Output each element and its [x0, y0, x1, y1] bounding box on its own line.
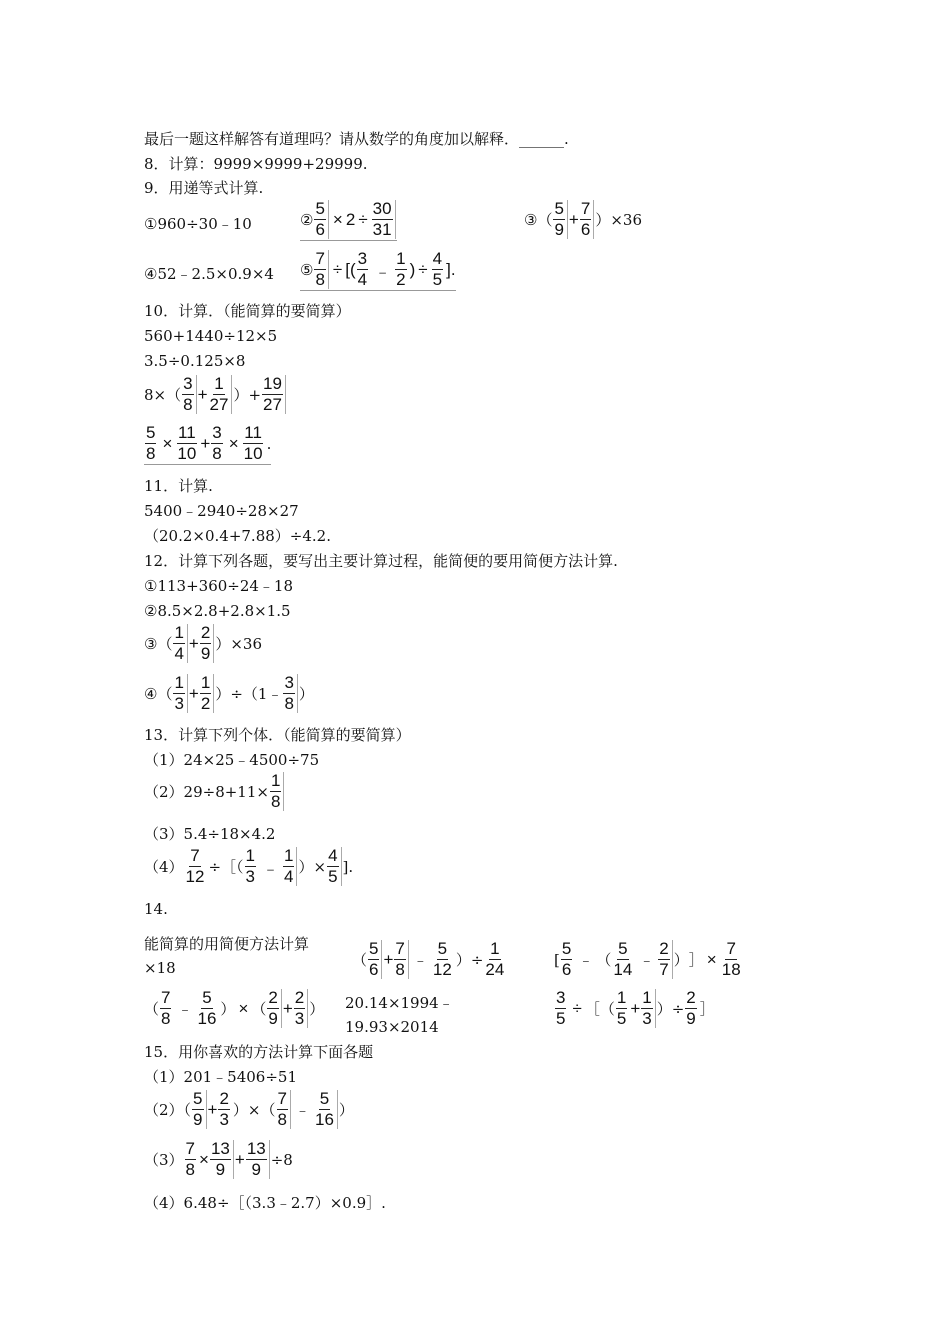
fraction — [395, 250, 408, 289]
numerator: 1 — [174, 623, 184, 642]
fraction — [685, 989, 698, 1028]
question-10-title: 10．计算．（能简算的要简算） — [144, 302, 351, 320]
denominator: 12 — [432, 960, 452, 979]
operator: + — [188, 633, 199, 653]
q10-line-4 — [144, 424, 271, 465]
paren: （ — [352, 951, 368, 969]
q9-p5-label: ⑤ — [300, 260, 314, 279]
question-12-title: 12．计算下列各题，要写出主要计算过程，能简便的要用简便方法计算. — [144, 552, 618, 570]
q14-expr-4b: 19.93×2014 — [345, 1018, 439, 1036]
q11-line-1: 5400﹣2940÷28×27 — [144, 502, 299, 520]
numerator: 5 — [315, 199, 325, 218]
question-14-title: 14. — [144, 900, 168, 918]
numerator: 5 — [369, 939, 379, 958]
q12-line-1: ①113+360÷24﹣18 — [144, 577, 294, 595]
numerator: 1 — [616, 988, 627, 1007]
paren: （ — [596, 951, 612, 969]
numerator: 2 — [686, 988, 696, 1007]
operator: ﹣ — [177, 1000, 193, 1018]
numerator: 5 — [437, 939, 448, 958]
numerator: 19 — [263, 374, 282, 393]
operator: + — [282, 998, 293, 1018]
denominator: 8 — [161, 1009, 171, 1028]
fraction — [182, 375, 196, 414]
numerator: 5 — [554, 199, 564, 218]
q12-l4-post: ） — [298, 685, 314, 703]
q15-l3-pre: （3） — [144, 1151, 184, 1169]
fraction — [372, 200, 396, 239]
denominator: 9 — [554, 220, 564, 239]
fraction — [245, 847, 258, 886]
q14-expr-5 — [554, 989, 715, 1028]
q13-l4-c: ]. — [342, 857, 354, 876]
fraction — [616, 989, 629, 1028]
q9-p3-tail: ）×36 — [595, 211, 642, 229]
q10-line-2: 3.5÷0.125×8 — [144, 352, 246, 370]
q12-l4-mid: ）÷（1﹣ — [215, 685, 283, 703]
q13-l2-pre: （2）29÷8+11× — [144, 783, 269, 801]
denominator: 31 — [372, 220, 392, 239]
fraction — [200, 674, 214, 713]
q13-l4-pre: （4） — [144, 858, 184, 876]
denominator: 8 — [277, 1110, 287, 1129]
denominator: 27 — [209, 395, 229, 414]
q9-part-1: ①960÷30﹣10 — [144, 215, 252, 233]
operator: ÷ — [418, 259, 428, 279]
operator: ﹣ — [294, 1101, 310, 1119]
q9-part-3 — [524, 200, 642, 239]
q12-line-4 — [144, 674, 314, 713]
question-15-title: 15．用你喜欢的方法计算下面各题 — [144, 1043, 374, 1061]
fraction — [192, 1090, 206, 1129]
bracket: ]. — [446, 259, 456, 279]
denominator: 3 — [294, 1009, 305, 1028]
numerator: 7 — [726, 939, 736, 958]
numerator: 5 — [146, 423, 156, 442]
fraction — [283, 847, 297, 886]
fraction — [243, 424, 266, 463]
q9-p3-label: ③（ — [524, 211, 553, 229]
paren: ） — [309, 1000, 325, 1018]
denominator: 10 — [243, 444, 263, 463]
operator: + — [234, 1149, 245, 1169]
q12-line-3 — [144, 624, 262, 663]
fraction — [612, 940, 635, 979]
fraction — [721, 940, 744, 979]
fraction — [176, 424, 199, 463]
operator: ﹣ — [578, 951, 594, 969]
numerator: 1 — [642, 988, 652, 1007]
fraction — [283, 674, 297, 713]
fraction — [432, 940, 455, 979]
bracket: [ — [345, 259, 350, 279]
q13-line-1: （1）24×25﹣4500÷75 — [144, 751, 320, 769]
q12-l3-post: ）×36 — [215, 635, 262, 653]
denominator: 5 — [432, 270, 443, 289]
paren: （ — [599, 1000, 615, 1018]
question-11-title: 11．计算. — [144, 477, 213, 495]
fraction — [197, 989, 220, 1028]
fraction — [641, 989, 655, 1028]
paren: ） — [673, 951, 689, 969]
numerator: 4 — [432, 249, 443, 268]
numerator: 1 — [396, 249, 406, 268]
denominator: 6 — [315, 220, 325, 239]
numerator: 3 — [284, 673, 294, 692]
paren: （ — [251, 1000, 267, 1018]
bracket: ］ — [688, 951, 704, 969]
fraction — [262, 375, 286, 414]
denominator: 9 — [200, 644, 211, 663]
denominator: 16 — [197, 1009, 217, 1028]
numerator: 3 — [212, 423, 222, 442]
fraction — [394, 940, 408, 979]
fraction — [555, 989, 568, 1028]
denominator: 2 — [396, 270, 406, 289]
question-9-title: 9．用递等式计算. — [144, 179, 264, 197]
numerator: 13 — [210, 1139, 230, 1158]
numerator: 7 — [185, 1139, 196, 1158]
denominator: 5 — [328, 867, 338, 886]
operator: + — [188, 683, 199, 703]
fraction — [580, 200, 594, 239]
numerator: 7 — [395, 939, 405, 958]
q13-line-2 — [144, 772, 285, 811]
operator: ）÷ — [455, 951, 484, 969]
denominator: 3 — [245, 867, 256, 886]
fraction — [484, 940, 507, 979]
fraction — [246, 1140, 270, 1179]
denominator: 5 — [556, 1009, 566, 1028]
denominator: 27 — [263, 395, 282, 414]
fraction — [209, 375, 233, 414]
question-8: 8．计算：9999×9999+29999. — [144, 155, 368, 173]
operator: + — [207, 1099, 218, 1119]
denominator: 8 — [212, 444, 222, 463]
operator: ÷ — [358, 209, 368, 229]
fraction — [357, 250, 370, 289]
fraction — [294, 989, 308, 1028]
denominator: 5 — [616, 1009, 627, 1028]
operator: × — [199, 1149, 209, 1169]
numerator: 3 — [357, 249, 368, 268]
operator: + — [568, 209, 579, 229]
fraction — [185, 1140, 198, 1179]
question-13-title: 13．计算下列个体．（能简算的要简算） — [144, 726, 411, 744]
numerator: 1 — [270, 771, 281, 790]
operator: + — [200, 433, 211, 453]
fraction — [145, 424, 158, 463]
denominator: 10 — [177, 444, 197, 463]
q9-part-4: ④52﹣2.5×0.9×4 — [144, 265, 274, 283]
operator: ﹣ — [412, 951, 428, 969]
operator: + — [630, 998, 641, 1018]
denominator: 8 — [183, 395, 193, 414]
fraction — [267, 989, 281, 1028]
q14-desc-2: ×18 — [144, 959, 176, 977]
denominator: 8 — [284, 694, 294, 713]
fraction — [368, 940, 382, 979]
numerator: 5 — [202, 988, 212, 1007]
denominator: 8 — [146, 444, 156, 463]
q9-part-5 — [300, 250, 456, 291]
q14-expr-3 — [144, 989, 324, 1028]
operator: + — [197, 384, 208, 404]
paren: （ — [144, 1000, 160, 1018]
numerator: 2 — [268, 988, 278, 1007]
denominator: 8 — [395, 960, 405, 979]
denominator: 6 — [561, 960, 572, 979]
denominator: 18 — [721, 960, 741, 979]
q10-l3-mid: ）+ — [233, 386, 262, 404]
fraction — [553, 200, 567, 239]
denominator: 16 — [314, 1110, 334, 1129]
numerator: 1 — [284, 846, 294, 865]
q13-l4-a: ÷［（ — [208, 858, 244, 876]
operator: × — [162, 433, 173, 453]
fraction — [314, 200, 328, 239]
numerator: 2 — [294, 988, 305, 1007]
denominator: 3 — [642, 1009, 652, 1028]
fraction — [327, 847, 341, 886]
q15-l2-post: ） — [338, 1101, 354, 1119]
numerator: 4 — [328, 846, 338, 865]
q12-l4-pre: ④（ — [144, 685, 173, 703]
denominator: 24 — [485, 960, 505, 979]
operator: ）÷ — [656, 1000, 685, 1018]
q11-line-2: （20.2×0.4+7.88）÷4.2. — [144, 527, 331, 545]
q15-line-4: （4）6.48÷［（3.3﹣2.7）×0.9］. — [144, 1194, 386, 1212]
fraction — [314, 1090, 338, 1129]
operator: ﹣ — [262, 859, 280, 878]
denominator: 9 — [215, 1160, 226, 1179]
fraction — [218, 1090, 231, 1129]
numerator: 3 — [183, 374, 193, 393]
denominator: 3 — [174, 694, 184, 713]
fraction — [270, 772, 284, 811]
q10-line-1: 560+1440÷12×5 — [144, 327, 278, 345]
fraction — [432, 250, 445, 289]
numerator: 7 — [277, 1089, 287, 1108]
operator: × — [706, 949, 717, 969]
denominator: 3 — [219, 1110, 229, 1129]
q10-l3-pre: 8×（ — [144, 386, 182, 404]
fraction — [277, 1090, 291, 1129]
denominator: 9 — [686, 1009, 696, 1028]
fraction — [210, 1140, 234, 1179]
operator: ÷ — [572, 998, 582, 1018]
numerator: 1 — [490, 939, 500, 958]
denominator: 9 — [193, 1110, 203, 1129]
q13-line-3: （3）5.4÷18×4.2 — [144, 825, 276, 843]
intro-line — [144, 129, 569, 149]
numerator: 11 — [244, 423, 262, 442]
fraction — [658, 940, 672, 979]
numerator: 5 — [319, 1089, 330, 1108]
denominator: 4 — [357, 270, 368, 289]
fraction — [160, 989, 173, 1028]
q13-l4-b: ）× — [298, 858, 327, 876]
q15-l3-post: ÷8 — [270, 1150, 293, 1169]
q15-l2-pre: （2）（ — [144, 1101, 192, 1119]
q15-line-2 — [144, 1090, 354, 1129]
answer-blank: ______ — [519, 130, 565, 148]
operator: ﹣ — [374, 262, 392, 281]
numerator: 3 — [556, 988, 566, 1007]
operator: ﹣ — [639, 951, 655, 969]
numerator: 7 — [161, 988, 171, 1007]
operator: ÷ — [332, 259, 343, 279]
fraction — [211, 424, 224, 463]
period: . — [266, 434, 272, 453]
paren: ) — [409, 259, 416, 279]
denominator: 6 — [580, 220, 591, 239]
q13-line-4 — [144, 847, 353, 886]
numerator: 2 — [659, 939, 669, 958]
numerator: 2 — [200, 623, 211, 642]
q9-part-2 — [300, 200, 397, 241]
numerator: 1 — [200, 673, 211, 692]
numerator: 1 — [174, 673, 184, 692]
operator: × — [228, 433, 239, 453]
denominator: 2 — [200, 694, 211, 713]
q12-line-2: ②8.5×2.8+2.8×1.5 — [144, 602, 291, 620]
denominator: 4 — [284, 867, 294, 886]
numerator: 1 — [214, 374, 224, 393]
fraction — [173, 674, 187, 713]
denominator: 9 — [268, 1009, 278, 1028]
operator: × — [238, 998, 249, 1018]
numerator: 13 — [246, 1139, 266, 1158]
operator: + — [383, 949, 394, 969]
q15-line-1: （1）201﹣5406÷51 — [144, 1068, 298, 1086]
numerator: 30 — [372, 199, 392, 218]
bracket: ］ — [699, 1000, 715, 1018]
paren: ( — [350, 259, 356, 279]
q14-expr-2 — [554, 940, 745, 979]
denominator: 8 — [185, 1160, 196, 1179]
numerator: 7 — [580, 199, 591, 218]
fraction — [185, 847, 208, 886]
fraction — [561, 940, 574, 979]
fraction — [314, 250, 328, 289]
numerator: 2 — [219, 1089, 229, 1108]
q14-expr-1 — [352, 940, 508, 979]
operator: × — [332, 209, 343, 229]
q15-l2-mid: ）×（ — [232, 1101, 276, 1119]
denominator: 14 — [613, 960, 633, 979]
intro-end: . — [564, 130, 569, 148]
numerator: 7 — [190, 846, 200, 865]
numerator: 5 — [618, 939, 628, 958]
q14-desc-1: 能简算的用简便方法计算 — [144, 935, 310, 953]
q9-p2-label: ② — [300, 210, 314, 229]
q10-line-3 — [144, 375, 287, 414]
intro-text: 最后一题这样解答有道理吗？请从数学的角度加以解释． — [144, 130, 520, 148]
bracket: [ — [554, 950, 560, 969]
numerator: 7 — [315, 249, 325, 268]
numerator: 1 — [245, 846, 256, 865]
q15-line-3 — [144, 1140, 293, 1179]
denominator: 12 — [185, 867, 205, 886]
q14-expr-4a: 20.14×1994﹣ — [345, 994, 454, 1012]
numerator: 5 — [193, 1089, 203, 1108]
number: 2 — [345, 209, 356, 229]
fraction — [200, 624, 214, 663]
fraction — [173, 624, 187, 663]
denominator: 7 — [659, 960, 669, 979]
denominator: 4 — [174, 644, 184, 663]
denominator: 8 — [270, 792, 281, 811]
numerator: 5 — [561, 939, 572, 958]
numerator: 11 — [178, 423, 196, 442]
denominator: 9 — [251, 1160, 261, 1179]
denominator: 8 — [315, 270, 325, 289]
q12-l3-pre: ③（ — [144, 635, 173, 653]
bracket: ［ — [584, 1000, 600, 1018]
paren: ） — [220, 1000, 236, 1018]
denominator: 6 — [369, 960, 379, 979]
